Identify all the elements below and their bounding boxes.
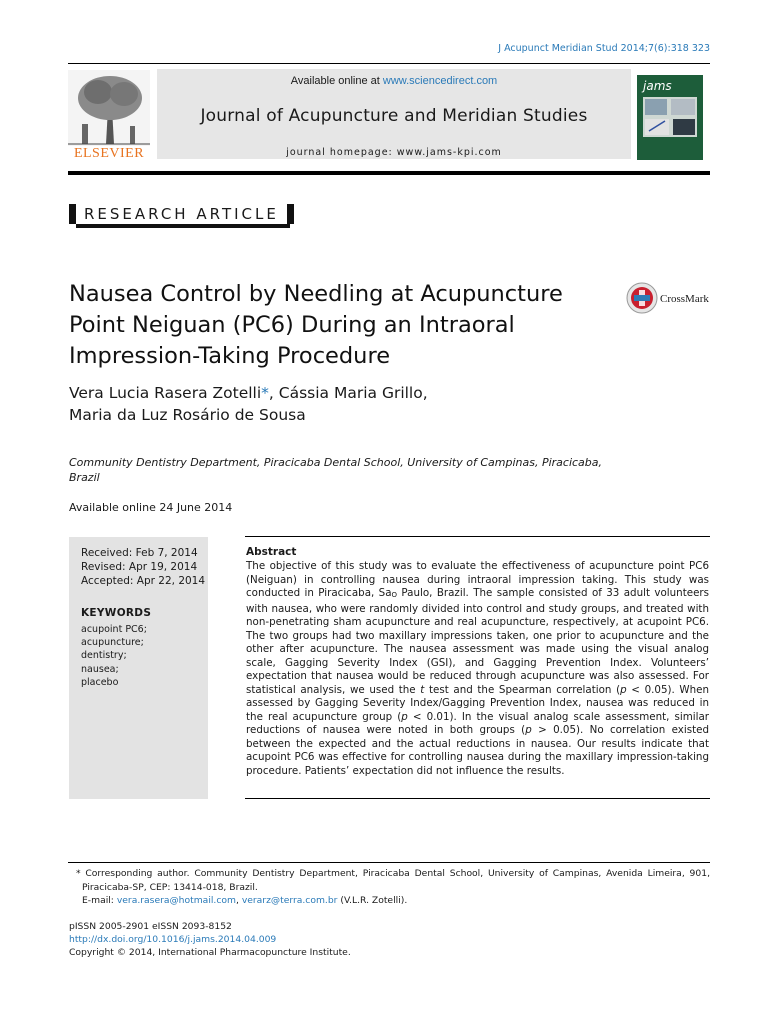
abstract-bottom-rule: [245, 798, 710, 799]
article-dates: [81, 546, 205, 588]
keyword-item: placebo: [81, 676, 119, 688]
doi-link[interactable]: http://dx.doi.org/10.1016/j.jams.2014.04.009: [69, 934, 277, 945]
crossmark-icon: [626, 282, 660, 316]
received-date: Received: Feb 7, 2014: [81, 547, 198, 559]
abstract-segment: < 0.01). In the visual analog scale assessment, similar reductions of nausea were noted in both groups (: [246, 710, 710, 736]
abstract-segment: test and the Spearman correlation (: [424, 683, 621, 696]
abstract-italic: p: [525, 724, 532, 736]
journal-citation: J Acupunct Meridian Stud 2014;7(6):318 323: [498, 43, 710, 54]
abstract-subscript: O: [391, 591, 398, 599]
footnote-address: * Corresponding author. Community Dentistry Department, Piracicaba Dental School, University of Campinas, Avenida Limeira, 901, Piracicaba-SP, CEP: 13414-018, Brazil.: [76, 868, 710, 893]
publication-info: [69, 920, 351, 959]
abstract-top-rule: [245, 536, 710, 537]
revised-date: Revised: Apr 19, 2014: [81, 561, 198, 573]
email-link-1[interactable]: vera.rasera@hotmail.com: [116, 895, 236, 906]
email-owner: (V.L.R. Zotelli).: [337, 895, 408, 906]
author-name: Maria da Luz Rosário de Sousa: [69, 406, 306, 424]
sciencedirect-link[interactable]: www.sciencedirect.com: [382, 75, 498, 87]
abstract-segment: The objective of this study was to evaluate the effectiveness of acupuncture point PC6 (Neiguan) in controlling nausea during intraoral impression taking. This study was conducted in Piracicaba, Sa: [246, 560, 709, 599]
header-thick-rule: [68, 171, 710, 175]
publisher-name: ELSEVIER: [73, 146, 145, 161]
journal-title: Journal of Acupuncture and Meridian Studies: [200, 106, 588, 126]
email-label: E-mail:: [82, 895, 117, 906]
abstract-italic: p: [620, 683, 627, 696]
cover-picture: [643, 97, 697, 137]
elsevier-logo: [68, 70, 150, 162]
available-online-date: Available online 24 June 2014: [69, 501, 233, 514]
available-online-line: [157, 75, 631, 87]
abstract-text: [246, 560, 709, 778]
keyword-item: acupuncture;: [81, 637, 144, 649]
copyright: Copyright © 2014, International Pharmacopuncture Institute.: [69, 947, 351, 958]
abstract-italic: t: [420, 683, 425, 696]
available-prefix: Available online at: [290, 75, 383, 87]
keyword-item: acupoint PC6;: [81, 624, 147, 635]
affiliation: Community Dentistry Department, Piracicaba Dental School, University of Campinas, Piracicaba, Brazil: [69, 456, 603, 484]
crossmark-label[interactable]: CrossMark: [660, 293, 709, 305]
corresponding-author-mark[interactable]: *: [261, 384, 269, 402]
title-line: Impression-Taking Procedure: [69, 343, 391, 369]
accepted-date: Accepted: Apr 22, 2014: [81, 575, 206, 587]
footnote-email-line: [76, 894, 710, 908]
journal-homepage[interactable]: journal homepage: www.jams-kpi.com: [286, 147, 502, 158]
keywords-heading: KEYWORDS: [81, 607, 152, 619]
abstract-segment: < 0.05). When assessed by Gagging Severity Index/Gagging Prevention Index, nausea was reduced in the real acupuncture group (: [246, 683, 710, 723]
title-line: Nausea Control by Needling at Acupuncture: [69, 281, 563, 307]
article-type-tag: RESEARCH ARTICLE: [69, 204, 294, 224]
keyword-item: dentistry;: [81, 650, 127, 662]
author-list: [69, 382, 428, 426]
issn: pISSN 2005-2901 eISSN 2093-8152: [69, 921, 232, 932]
journal-cover-image: [637, 75, 703, 160]
abstract-heading: Abstract: [246, 546, 297, 558]
corresponding-author-footnote: [76, 867, 710, 908]
title-line: Point Neiguan (PC6) During an Intraoral: [69, 312, 515, 338]
footnote-rule: [68, 862, 710, 863]
article-title: [69, 279, 629, 372]
abstract-segment: > 0.05). No correlation existed between the expected and the actual reductions in nausea. Our results indicate that acupoint PC6 was effective for controlling nausea during the maxillary impression-taking procedure. Patients’ expectation did not influence the results.: [246, 724, 709, 777]
abstract-segment: Paulo, Brazil. The sample consisted of 33 adult volunteers with nausea, who were randomly divided into control and study groups, and treated with non-penetrating sham acupuncture and real acupuncture, respectively, at acupoint PC6. The two groups had two maxillary impressions taken, one prior to acupuncture and the other after acupuncture. The nausea assessment was made using the visual analog scale, Gagging Severity Index (GSI), and Gagging Prevention Index. Volunteers’ expectation that nausea would be reduced through acupuncture was also assessed. For statistical analysis, we used the: [246, 587, 710, 696]
article-type-underline: [76, 224, 290, 228]
abstract-italic: p: [401, 710, 408, 723]
keyword-item: nausea;: [81, 663, 119, 675]
top-rule: [68, 63, 710, 64]
article-info-box: [69, 537, 208, 799]
email-separator: ,: [235, 895, 242, 906]
cover-label: jams: [643, 79, 672, 93]
journal-header: [157, 69, 631, 159]
author-name: Vera Lucia Rasera Zotelli: [69, 384, 262, 402]
author-name: , Cássia Maria Grillo,: [268, 384, 428, 402]
keywords-list: [81, 623, 147, 689]
email-link-2[interactable]: verarz@terra.com.br: [241, 895, 338, 906]
